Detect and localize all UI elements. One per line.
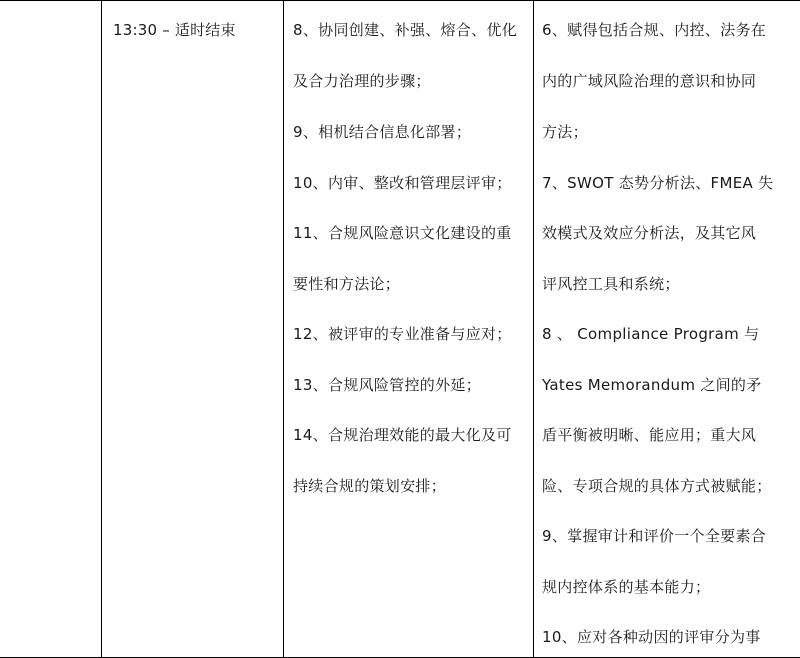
list-item: 8、协同创建、补强、熔合、优化: [293, 21, 518, 39]
list-item: 及合力治理的步骤；: [293, 72, 431, 90]
list-item: 6、赋得包括合规、内控、法务在: [542, 21, 767, 39]
list-item: 规内控体系的基本能力；: [542, 578, 711, 596]
list-item: 11、合规风险意识文化建设的重: [293, 224, 512, 242]
time-range: 13:30 – 适时结束: [113, 21, 236, 39]
list-item: 12、被评审的专业准备与应对；: [293, 325, 512, 343]
list-item: 13、合规风险管控的外延；: [293, 376, 481, 394]
time-cell: [102, 1, 284, 658]
list-item: 持续合规的策划安排；: [293, 477, 447, 495]
list-item: 14、合规治理效能的最大化及可: [293, 426, 512, 444]
list-item: 7、SWOT 态势分析法、FMEA 失: [542, 174, 774, 192]
list-item: 要性和方法论；: [293, 275, 401, 293]
list-item: 10、内审、整改和管理层评审；: [293, 174, 512, 192]
list-item: 盾平衡被明晰、能应用；重大风: [542, 426, 757, 444]
list-item: 评风控工具和系统；: [542, 275, 680, 293]
content-cell-right: [534, 1, 800, 658]
blank-cell: [0, 1, 102, 658]
table-row: [0, 1, 800, 658]
list-item: 效模式及效应分析法，及其它风: [542, 224, 757, 242]
list-item: 10、应对各种动因的评审分为事: [542, 628, 761, 646]
list-item: 9、相机结合信息化部署；: [293, 123, 472, 141]
list-item: Yates Memorandum 之间的矛: [542, 376, 762, 394]
list-item: 9、掌握审计和评价一个全要素合: [542, 527, 767, 545]
list-item: 内的广域风险治理的意识和协同: [542, 72, 757, 90]
list-item: 险、专项合规的具体方式被赋能；: [542, 477, 772, 495]
list-item: 8 、 Compliance Program 与: [542, 325, 760, 343]
content-cell-middle: [284, 1, 534, 658]
list-item: 方法；: [542, 123, 588, 141]
